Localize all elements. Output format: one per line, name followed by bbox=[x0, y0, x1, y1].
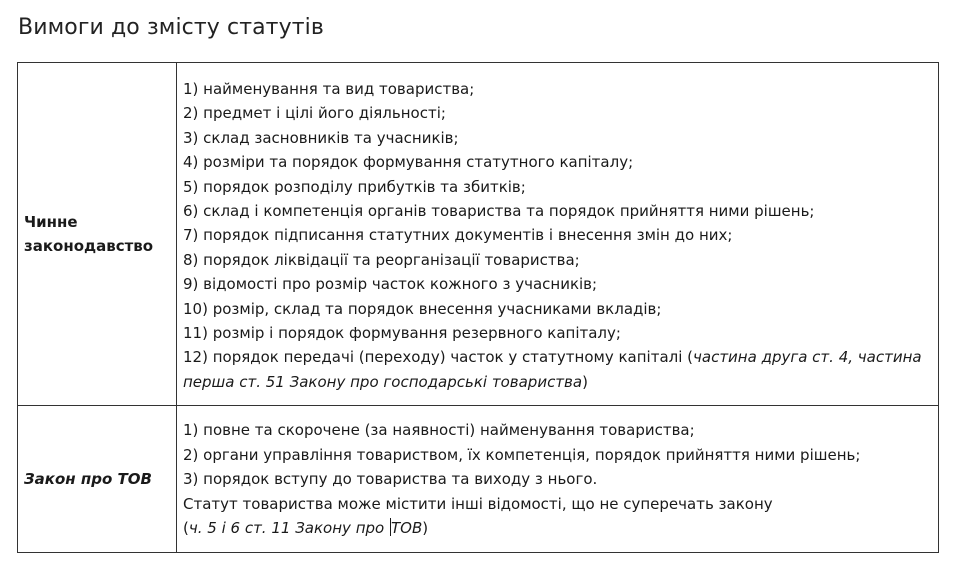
legal-reference-abbr: ТОВ bbox=[390, 518, 423, 537]
row-label: Чинне законодавство bbox=[18, 63, 177, 406]
requirements-table bbox=[17, 62, 939, 553]
table-row bbox=[18, 63, 939, 406]
list-item: 10) розмір, склад та порядок внесення учасниками вкладів; bbox=[183, 299, 662, 318]
list-item: 9) відомості про розмір часток кожного з учасників; bbox=[183, 275, 598, 294]
table-row bbox=[18, 406, 939, 553]
list-item: 1) повне та скорочене (за наявності) найменування товариства; bbox=[183, 421, 695, 440]
row-label: Закон про ТОВ bbox=[18, 406, 177, 553]
list-item: 4) розміри та порядок формування статутного капіталу; bbox=[183, 153, 634, 172]
row-content bbox=[177, 63, 939, 406]
list-item: 2) органи управління товариством, їх компетенція, порядок прийняття ними рішень; bbox=[183, 445, 861, 464]
closing-paren: ) bbox=[422, 518, 429, 537]
page-title: Вимоги до змісту статутів bbox=[18, 15, 324, 40]
list-item: 6) склад і компетенція органів товариства та порядок прийняття ними рішень; bbox=[183, 202, 815, 221]
closing-paren: ) bbox=[582, 372, 588, 391]
list-item-text: 12) порядок передачі (переходу) часток у статутному капіталі ( bbox=[183, 348, 694, 367]
list-item: 5) порядок розподілу прибутків та збитків; bbox=[183, 177, 526, 196]
legal-reference: частина друга ст. 4, частина перша ст. 51 Закону про господарські товариства bbox=[183, 348, 922, 391]
list-item: 3) порядок вступу до товариства та виходу з нього. bbox=[183, 470, 598, 489]
list-item: 11) розмір і порядок формування резервного капіталу; bbox=[183, 324, 621, 343]
list-item: 1) найменування та вид товариства; bbox=[183, 80, 475, 98]
list-item bbox=[183, 345, 928, 394]
list-item: 7) порядок підписання статутних документів і внесення змін до них; bbox=[183, 226, 733, 245]
list-item: 2) предмет і цілі його діяльності; bbox=[183, 104, 446, 123]
list-item: 3) склад засновників та учасників; bbox=[183, 128, 459, 147]
note-text: Статут товариства може містити інші відомості, що не суперечать закону bbox=[183, 494, 773, 513]
list-item: 8) порядок ліквідації та реорганізації товариства; bbox=[183, 250, 580, 269]
legal-reference-line bbox=[183, 516, 928, 540]
row-content bbox=[177, 406, 939, 553]
open-paren: ( bbox=[183, 518, 189, 537]
legal-reference: ч. 5 і 6 ст. 11 Закону про bbox=[188, 518, 389, 537]
